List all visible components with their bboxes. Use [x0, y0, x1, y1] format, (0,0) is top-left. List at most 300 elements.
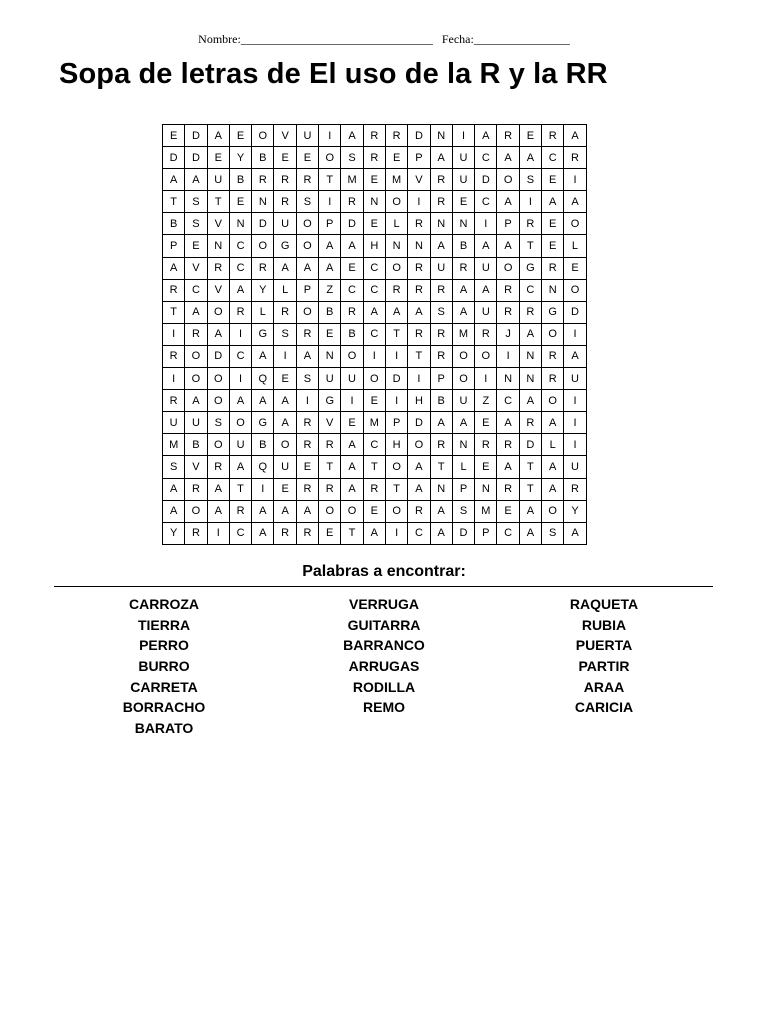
grid-cell: Z [319, 279, 341, 301]
grid-cell: V [185, 456, 207, 478]
grid-cell: A [274, 257, 296, 279]
grid-cell: O [319, 147, 341, 169]
grid-cell: A [185, 390, 207, 412]
grid-cell: N [452, 213, 474, 235]
grid-row [163, 500, 587, 522]
grid-cell: S [452, 500, 474, 522]
grid-cell: C [475, 191, 497, 213]
grid-cell: A [430, 500, 452, 522]
grid-cell: R [274, 191, 296, 213]
grid-cell: R [430, 323, 452, 345]
grid-cell: I [319, 125, 341, 147]
grid-cell: A [296, 257, 318, 279]
grid-cell: D [185, 125, 207, 147]
grid-cell: N [252, 191, 274, 213]
grid-cell: A [163, 500, 185, 522]
grid-cell: R [274, 169, 296, 191]
grid-cell: B [229, 169, 251, 191]
grid-cell: Z [475, 390, 497, 412]
grid-cell: R [408, 279, 430, 301]
grid-cell: S [163, 456, 185, 478]
word-item: PERRO [139, 637, 189, 654]
grid-cell: C [363, 323, 385, 345]
grid-cell: U [475, 257, 497, 279]
grid-cell: A [519, 500, 541, 522]
grid-cell: E [363, 169, 385, 191]
grid-cell: A [229, 390, 251, 412]
grid-cell: Y [229, 147, 251, 169]
nombre-field-label: Nombre:________________________________ [198, 32, 433, 46]
grid-cell: R [185, 323, 207, 345]
grid-cell: D [408, 412, 430, 434]
grid-cell: R [497, 478, 519, 500]
grid-row [163, 368, 587, 390]
grid-cell: T [363, 456, 385, 478]
grid-cell: L [385, 213, 407, 235]
grid-cell: I [408, 368, 430, 390]
grid-cell: I [564, 390, 586, 412]
grid-cell: I [564, 434, 586, 456]
grid-cell: S [296, 368, 318, 390]
word-search-grid [162, 124, 587, 545]
grid-cell: R [542, 345, 564, 367]
grid-cell: R [430, 169, 452, 191]
grid-cell: E [452, 191, 474, 213]
grid-cell: U [452, 390, 474, 412]
grid-cell: V [319, 412, 341, 434]
grid-cell: A [564, 125, 586, 147]
grid-cell: C [229, 345, 251, 367]
grid-cell: D [408, 125, 430, 147]
grid-cell: Q [252, 368, 274, 390]
grid-cell: R [252, 257, 274, 279]
grid-row [163, 390, 587, 412]
grid-cell: A [207, 323, 229, 345]
grid-cell: L [542, 434, 564, 456]
grid-cell: A [163, 169, 185, 191]
grid-cell: O [185, 500, 207, 522]
grid-cell: R [296, 169, 318, 191]
grid-cell: E [341, 412, 363, 434]
grid-cell: A [274, 500, 296, 522]
grid-cell: O [497, 169, 519, 191]
grid-row [163, 213, 587, 235]
grid-cell: D [564, 301, 586, 323]
grid-cell: I [385, 390, 407, 412]
grid-cell: H [408, 390, 430, 412]
grid-cell: A [274, 412, 296, 434]
grid-cell: R [296, 434, 318, 456]
grid-cell: E [319, 522, 341, 544]
grid-cell: O [564, 279, 586, 301]
grid-cell: R [430, 434, 452, 456]
grid-cell: U [163, 412, 185, 434]
grid-cell: R [564, 147, 586, 169]
grid-cell: I [252, 478, 274, 500]
grid-cell: T [519, 456, 541, 478]
grid-cell: R [363, 478, 385, 500]
header-fields [0, 32, 768, 47]
grid-cell: E [363, 390, 385, 412]
word-item: RAQUETA [569, 596, 639, 612]
grid-cell: D [519, 434, 541, 456]
grid-cell: L [274, 279, 296, 301]
grid-cell: T [319, 169, 341, 191]
grid-cell: N [519, 368, 541, 390]
grid-cell: G [274, 235, 296, 257]
grid-cell: S [430, 301, 452, 323]
grid-cell: O [341, 345, 363, 367]
grid-cell: B [430, 390, 452, 412]
grid-cell: D [163, 147, 185, 169]
grid-cell: P [452, 478, 474, 500]
grid-cell: A [185, 301, 207, 323]
grid-cell: E [229, 191, 251, 213]
grid-cell: S [296, 191, 318, 213]
grid-cell: N [207, 235, 229, 257]
grid-cell: T [163, 191, 185, 213]
grid-cell: R [319, 478, 341, 500]
grid-cell: D [341, 213, 363, 235]
grid-cell: Q [252, 456, 274, 478]
grid-cell: R [296, 522, 318, 544]
grid-row [163, 522, 587, 544]
grid-cell: A [452, 301, 474, 323]
grid-cell: S [274, 323, 296, 345]
grid-cell: U [452, 169, 474, 191]
grid-cell: I [385, 522, 407, 544]
grid-cell: O [274, 434, 296, 456]
grid-cell: R [542, 257, 564, 279]
grid-cell: O [542, 390, 564, 412]
grid-cell: R [408, 213, 430, 235]
grid-cell: V [408, 169, 430, 191]
grid-cell: I [385, 345, 407, 367]
grid-cell: C [497, 522, 519, 544]
grid-cell: T [207, 191, 229, 213]
grid-cell: R [519, 301, 541, 323]
grid-cell: D [452, 522, 474, 544]
grid-cell: O [385, 500, 407, 522]
grid-cell: O [452, 368, 474, 390]
grid-cell: A [452, 412, 474, 434]
grid-cell: I [564, 412, 586, 434]
grid-cell: A [207, 500, 229, 522]
grid-cell: R [229, 500, 251, 522]
grid-cell: G [542, 301, 564, 323]
grid-cell: O [207, 301, 229, 323]
grid-cell: O [497, 257, 519, 279]
grid-cell: D [385, 368, 407, 390]
grid-cell: A [363, 522, 385, 544]
grid-cell: T [385, 478, 407, 500]
grid-cell: E [341, 257, 363, 279]
grid-cell: R [341, 301, 363, 323]
grid-cell: R [430, 191, 452, 213]
grid-row [163, 478, 587, 500]
word-item: TIERRA [137, 616, 191, 633]
grid-cell: A [475, 125, 497, 147]
grid-cell: E [296, 147, 318, 169]
grid-cell: R [163, 279, 185, 301]
grid-cell: E [363, 213, 385, 235]
grid-cell: A [519, 323, 541, 345]
grid-cell: B [252, 147, 274, 169]
grid-cell: A [163, 478, 185, 500]
grid-cell: E [163, 125, 185, 147]
grid-row [163, 412, 587, 434]
grid-cell: U [452, 147, 474, 169]
grid-cell: A [252, 390, 274, 412]
grid-cell: E [229, 125, 251, 147]
grid-cell: C [542, 147, 564, 169]
grid-cell: I [408, 191, 430, 213]
grid-row [163, 191, 587, 213]
grid-cell: D [207, 345, 229, 367]
grid-row [163, 147, 587, 169]
grid-row [163, 434, 587, 456]
grid-cell: I [564, 169, 586, 191]
grid-cell: U [274, 213, 296, 235]
grid-cell: C [341, 279, 363, 301]
grid-cell: I [564, 323, 586, 345]
grid-cell: R [564, 478, 586, 500]
grid-cell: L [564, 235, 586, 257]
grid-cell: E [185, 235, 207, 257]
grid-cell: U [185, 412, 207, 434]
grid-cell: M [363, 412, 385, 434]
grid-cell: I [163, 368, 185, 390]
grid-cell: H [363, 235, 385, 257]
page-title: Sopa de letras de El uso de la R y la RR [59, 58, 608, 90]
grid-cell: E [385, 147, 407, 169]
grid-cell: R [341, 191, 363, 213]
grid-cell: H [385, 434, 407, 456]
grid-cell: R [497, 125, 519, 147]
grid-cell: O [185, 345, 207, 367]
grid-cell: T [341, 522, 363, 544]
grid-cell: G [319, 390, 341, 412]
grid-cell: E [564, 257, 586, 279]
grid-cell: A [430, 147, 452, 169]
grid-cell: C [363, 434, 385, 456]
grid-row [163, 125, 587, 147]
grid-cell: P [475, 522, 497, 544]
word-item: RODILLA [352, 678, 416, 695]
grid-cell: R [430, 345, 452, 367]
grid-cell: A [252, 522, 274, 544]
grid-row [163, 323, 587, 345]
grid-cell: C [408, 522, 430, 544]
grid-cell: N [408, 235, 430, 257]
grid-cell: I [497, 345, 519, 367]
grid-cell: A [341, 434, 363, 456]
grid-cell: R [274, 522, 296, 544]
grid-cell: A [519, 147, 541, 169]
grid-cell: R [185, 522, 207, 544]
grid-cell: M [163, 434, 185, 456]
grid-cell: S [185, 213, 207, 235]
grid-cell: A [408, 478, 430, 500]
word-item: RUBIA [581, 616, 627, 633]
grid-cell: I [229, 323, 251, 345]
grid-cell: E [207, 147, 229, 169]
grid-cell: E [319, 323, 341, 345]
grid-cell: T [319, 456, 341, 478]
grid-cell: A [497, 412, 519, 434]
word-item: PARTIR [578, 658, 630, 675]
grid-cell: E [274, 478, 296, 500]
grid-cell: A [341, 235, 363, 257]
grid-cell: O [385, 191, 407, 213]
grid-cell: C [475, 147, 497, 169]
grid-cell: I [341, 390, 363, 412]
grid-cell: E [274, 147, 296, 169]
grid-cell: R [252, 169, 274, 191]
grid-cell: C [229, 522, 251, 544]
grid-cell: A [207, 125, 229, 147]
grid-cell: R [163, 390, 185, 412]
grid-cell: A [475, 279, 497, 301]
grid-cell: O [319, 500, 341, 522]
grid-cell: O [475, 345, 497, 367]
grid-cell: O [542, 323, 564, 345]
grid-cell: N [542, 279, 564, 301]
grid-cell: U [274, 456, 296, 478]
grid-cell: E [542, 169, 564, 191]
grid-cell: I [163, 323, 185, 345]
grid-cell: T [163, 301, 185, 323]
grid-cell: A [564, 191, 586, 213]
grid-cell: I [519, 191, 541, 213]
grid-cell: C [185, 279, 207, 301]
grid-cell: A [385, 301, 407, 323]
words-heading: Palabras a encontrar: [302, 563, 466, 580]
grid-cell: A [475, 235, 497, 257]
grid-cell: A [163, 257, 185, 279]
grid-cell: V [274, 125, 296, 147]
grid-cell: R [408, 257, 430, 279]
grid-cell: O [296, 213, 318, 235]
grid-cell: A [363, 301, 385, 323]
grid-cell: A [341, 478, 363, 500]
grid-cell: R [296, 412, 318, 434]
word-item: CARROZA [129, 596, 199, 612]
grid-cell: A [542, 456, 564, 478]
grid-cell: O [252, 235, 274, 257]
grid-cell: C [363, 279, 385, 301]
grid-cell: N [319, 345, 341, 367]
grid-cell: Y [163, 522, 185, 544]
grid-cell: A [430, 235, 452, 257]
grid-row [163, 169, 587, 191]
grid-cell: N [363, 191, 385, 213]
grid-cell: S [519, 169, 541, 191]
grid-cell: O [207, 434, 229, 456]
grid-cell: N [452, 434, 474, 456]
grid-cell: N [229, 213, 251, 235]
word-item: ARAA [583, 678, 625, 695]
grid-cell: R [475, 434, 497, 456]
grid-cell: O [185, 368, 207, 390]
grid-cell: I [229, 368, 251, 390]
grid-cell: R [408, 323, 430, 345]
grid-cell: R [519, 213, 541, 235]
grid-cell: A [430, 412, 452, 434]
grid-cell: A [229, 456, 251, 478]
grid-cell: A [542, 412, 564, 434]
grid-cell: O [542, 500, 564, 522]
grid-cell: O [207, 368, 229, 390]
grid-cell: R [296, 323, 318, 345]
grid-cell: A [497, 191, 519, 213]
grid-cell: P [430, 368, 452, 390]
grid-cell: A [542, 191, 564, 213]
grid-cell: A [564, 522, 586, 544]
grid-cell: L [252, 301, 274, 323]
grid-cell: A [185, 169, 207, 191]
grid-cell: A [430, 522, 452, 544]
grid-cell: M [452, 323, 474, 345]
grid-cell: R [229, 301, 251, 323]
grid-cell: U [475, 301, 497, 323]
grid-cell: V [207, 279, 229, 301]
grid-cell: U [564, 456, 586, 478]
grid-cell: E [497, 500, 519, 522]
grid-cell: A [408, 301, 430, 323]
grid-cell: O [363, 368, 385, 390]
grid-cell: R [542, 125, 564, 147]
grid-cell: M [341, 169, 363, 191]
grid-cell: R [363, 125, 385, 147]
grid-cell: N [430, 478, 452, 500]
grid-cell: V [185, 257, 207, 279]
grid-cell: P [163, 235, 185, 257]
grid-cell: A [319, 257, 341, 279]
grid-cell: I [475, 213, 497, 235]
word-item: CARRETA [130, 678, 198, 695]
word-item: BORRACHO [122, 699, 206, 716]
grid-cell: G [252, 323, 274, 345]
grid-cell: E [363, 500, 385, 522]
grid-cell: O [296, 235, 318, 257]
grid-cell: U [296, 125, 318, 147]
grid-cell: A [319, 235, 341, 257]
grid-cell: R [519, 412, 541, 434]
grid-cell: Y [564, 500, 586, 522]
grid-cell: A [519, 390, 541, 412]
grid-row [163, 235, 587, 257]
grid-cell: R [408, 500, 430, 522]
grid-cell: R [430, 279, 452, 301]
grid-cell: A [341, 456, 363, 478]
grid-cell: U [564, 368, 586, 390]
grid-cell: I [274, 345, 296, 367]
grid-cell: O [385, 257, 407, 279]
grid-row [163, 345, 587, 367]
grid-row [163, 279, 587, 301]
grid-cell: N [430, 213, 452, 235]
grid-cell: A [497, 456, 519, 478]
grid-cell: I [452, 125, 474, 147]
grid-cell: R [319, 434, 341, 456]
grid-cell: I [207, 522, 229, 544]
grid-cell: C [519, 279, 541, 301]
grid-cell: P [497, 213, 519, 235]
grid-cell: G [519, 257, 541, 279]
grid-cell: O [452, 345, 474, 367]
grid-row [163, 301, 587, 323]
